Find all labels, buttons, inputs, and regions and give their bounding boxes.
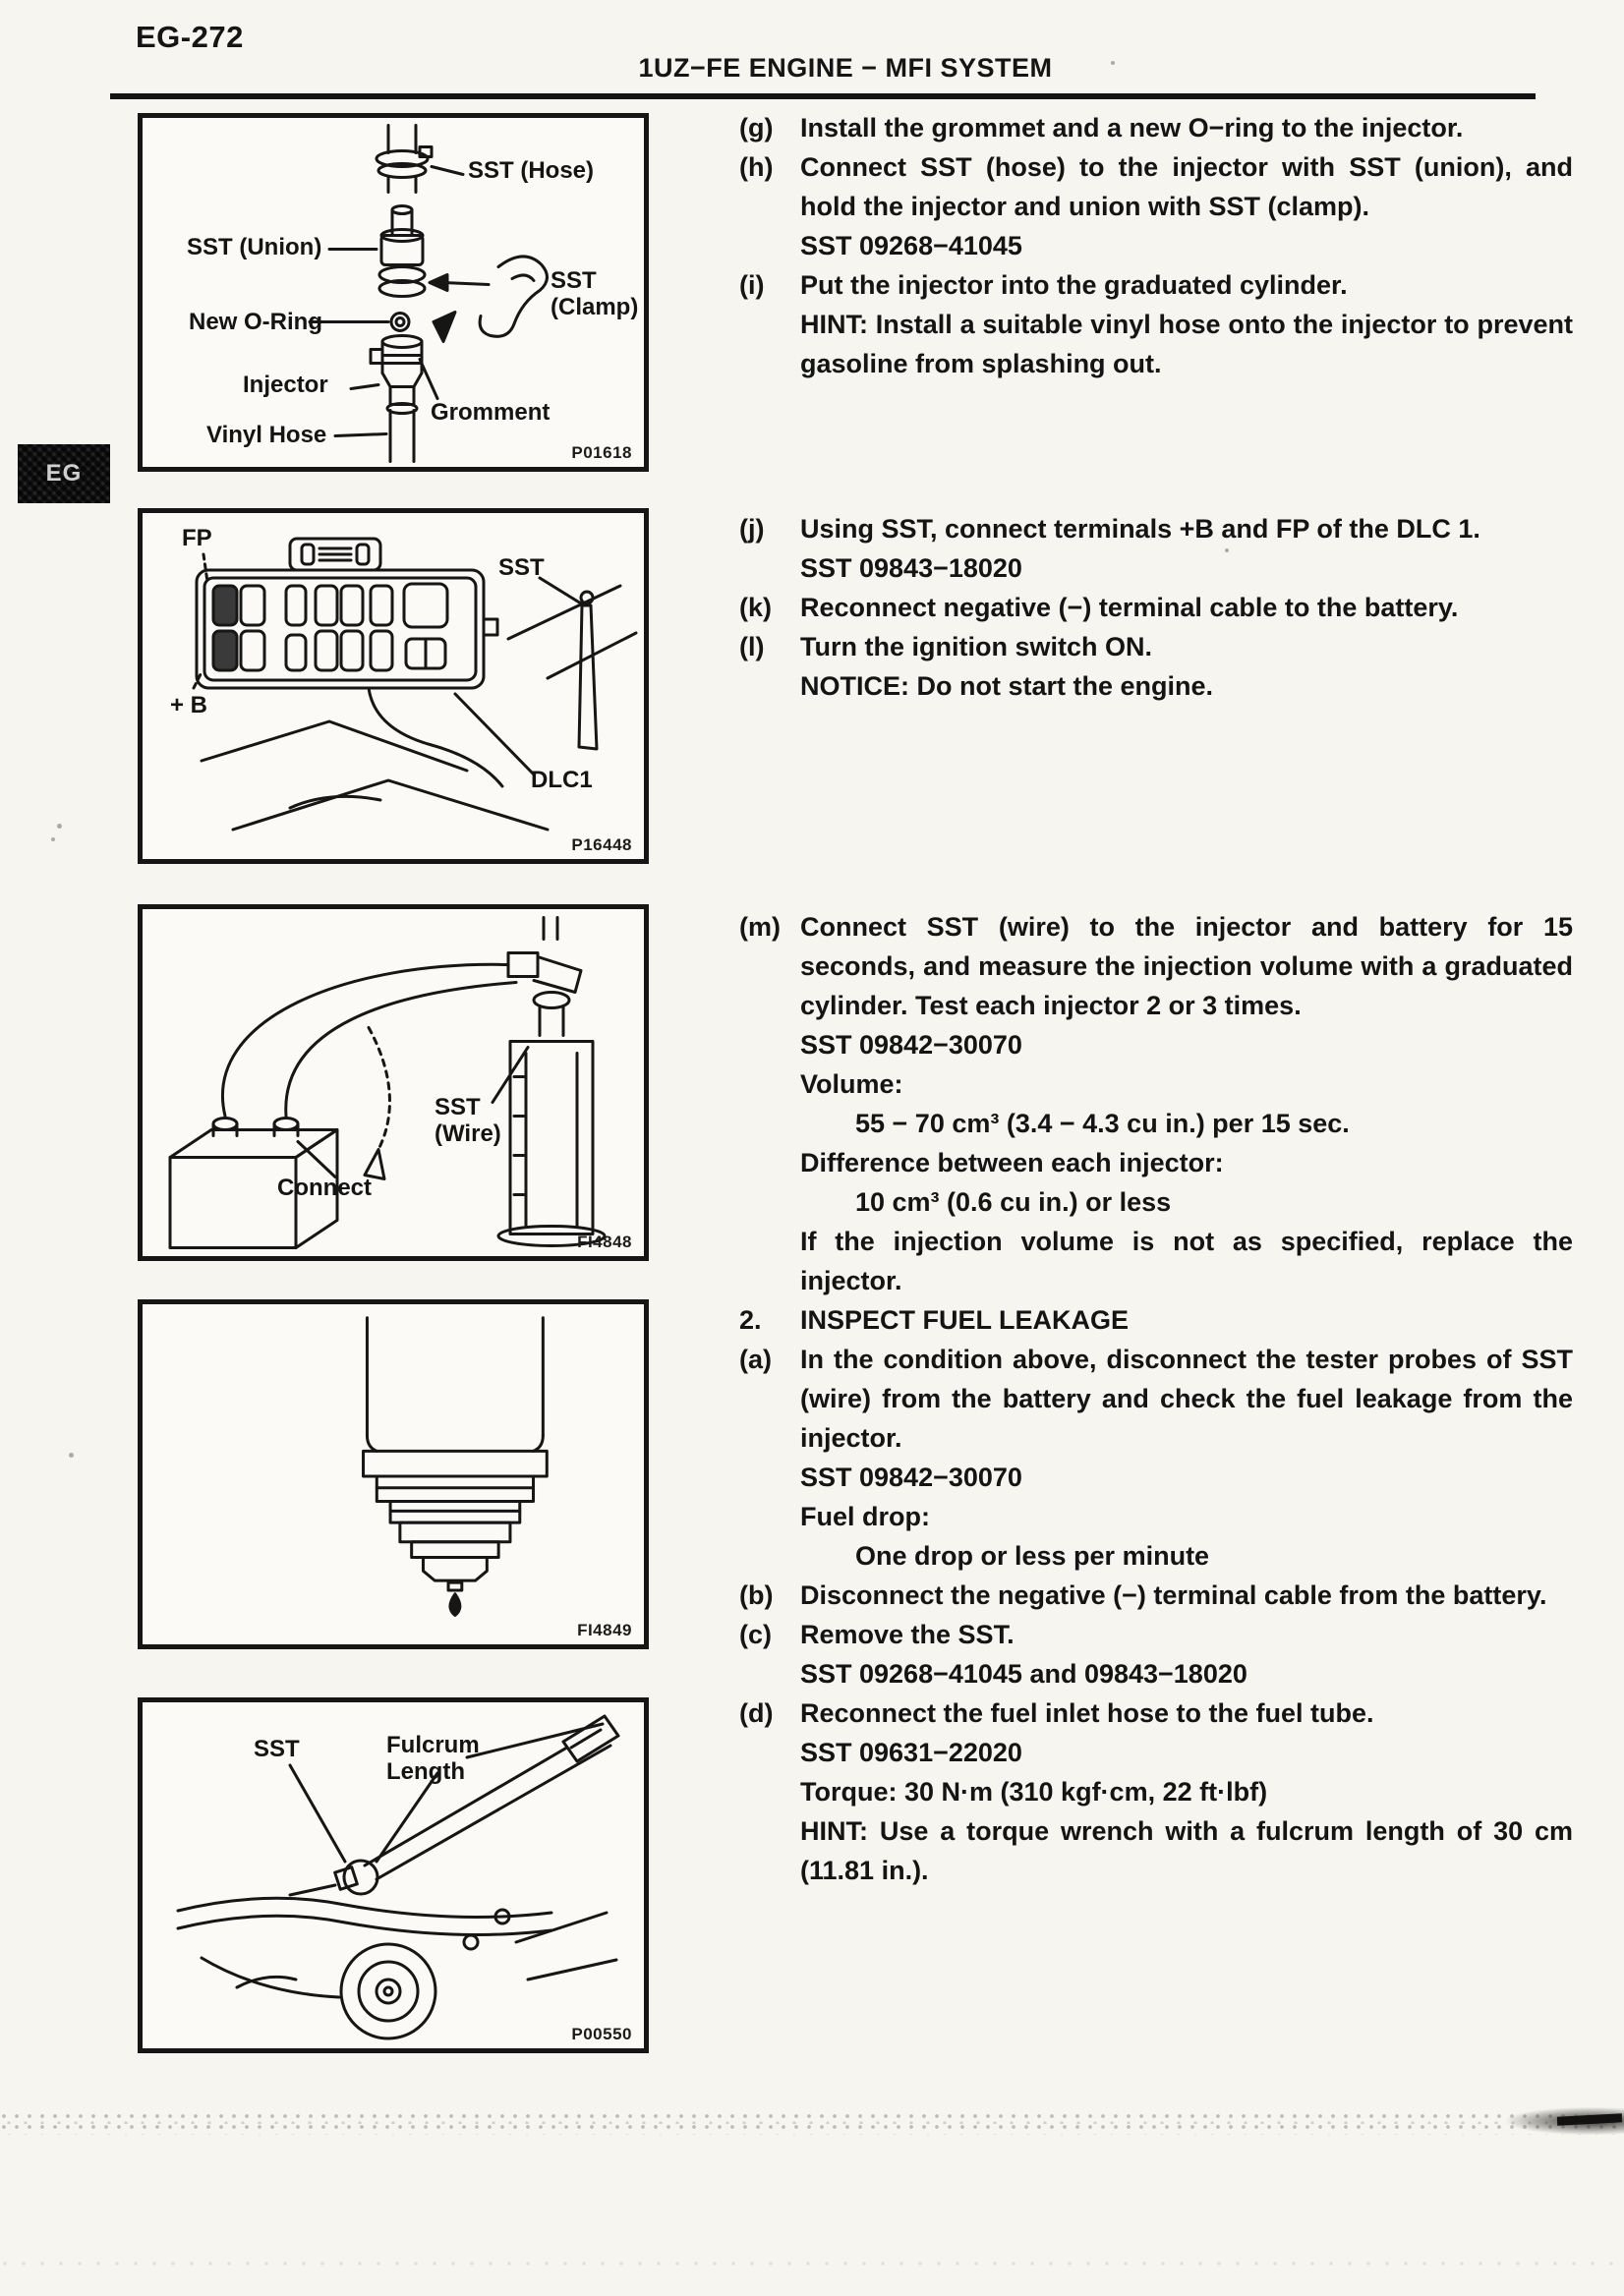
step-marker: (g) bbox=[739, 113, 774, 143]
figure-label-dlc1: DLC1 bbox=[531, 767, 593, 793]
figure-label-vinyl-hose: Vinyl Hose bbox=[206, 422, 327, 448]
step-row-c bbox=[739, 1615, 1573, 1693]
sst-number-line: SST 09631−22020 bbox=[800, 1738, 1022, 1767]
scan-speck bbox=[1225, 548, 1229, 552]
spec-label: Difference between each injector: bbox=[800, 1148, 1224, 1177]
step-marker: (i) bbox=[739, 270, 765, 300]
procedure-block-top bbox=[739, 108, 1573, 383]
figure-code: P01618 bbox=[571, 443, 632, 462]
figure-fuel-leak-check bbox=[138, 1299, 649, 1649]
sst-number-line: SST 09843−18020 bbox=[800, 553, 1022, 583]
hint-line: HINT: Use a torque wrench with a fulcrum length of 30 cm (11.81 in.). bbox=[800, 1816, 1573, 1885]
procedure-block-bottom bbox=[739, 907, 1573, 1890]
figure-code: FI4849 bbox=[577, 1621, 632, 1639]
section-tab-label: EG bbox=[45, 460, 83, 487]
step-text: Remove the SST. bbox=[800, 1620, 1015, 1649]
step-row-h bbox=[739, 147, 1573, 265]
figure-label-connect: Connect bbox=[277, 1175, 372, 1201]
dlc1-connector-drawing bbox=[143, 513, 644, 859]
torque-spec-line: Torque: 30 N·m (310 kgf·cm, 22 ft·lbf) bbox=[800, 1777, 1268, 1807]
step-marker: (h) bbox=[739, 152, 774, 182]
sst-number-line: SST 09842−30070 bbox=[800, 1463, 1022, 1492]
figure-label-sst: SST bbox=[498, 554, 545, 581]
section-tab bbox=[18, 444, 110, 503]
figure-label-sst-union: SST (Union) bbox=[187, 234, 322, 260]
sst-number-line: SST 09268−41045 and 09843−18020 bbox=[800, 1659, 1247, 1689]
section-heading-row bbox=[739, 1300, 1573, 1340]
step-row-a bbox=[739, 1340, 1573, 1576]
step-marker: (d) bbox=[739, 1698, 774, 1728]
step-text: Disconnect the negative (−) terminal cable from the battery. bbox=[800, 1580, 1547, 1610]
spec-label: Volume: bbox=[800, 1069, 903, 1099]
figure-label-sst-wire: SST (Wire) bbox=[435, 1094, 501, 1147]
figure-code: P00550 bbox=[571, 2025, 632, 2043]
step-text: Turn the ignition switch ON. bbox=[800, 632, 1152, 661]
spec-value: One drop or less per minute bbox=[855, 1541, 1210, 1571]
figure-label-fulcrum-length: Fulcrum Length bbox=[386, 1732, 480, 1785]
figure-injector-sst-setup bbox=[138, 113, 649, 472]
header-rule bbox=[110, 93, 1536, 99]
step-row-i bbox=[739, 265, 1573, 383]
step-text: In the condition above, disconnect the tester probes of SST (wire) from the battery and check the fuel leakage from the injector. bbox=[800, 1345, 1573, 1453]
figure-code: P16448 bbox=[571, 835, 632, 854]
section-number: 2. bbox=[739, 1305, 762, 1335]
battery-wire-drawing bbox=[143, 909, 644, 1256]
spec-label: Fuel drop: bbox=[800, 1502, 930, 1531]
step-text: Connect SST (wire) to the injector and battery for 15 seconds, and measure the injection volume with a graduated cylinder. Test each injector 2 or 3 times. bbox=[800, 912, 1573, 1020]
figure-code: FI4848 bbox=[577, 1233, 632, 1251]
step-marker: (b) bbox=[739, 1580, 774, 1610]
step-marker: (k) bbox=[739, 593, 772, 622]
sst-number-line: SST 09842−30070 bbox=[800, 1030, 1022, 1060]
scan-speck bbox=[1111, 61, 1115, 65]
scan-artifact-band bbox=[0, 2111, 1624, 2135]
figure-dlc1-terminals bbox=[138, 508, 649, 864]
figure-label-injector: Injector bbox=[243, 372, 328, 398]
step-marker: (m) bbox=[739, 912, 781, 942]
figure-label-sst-clamp: SST (Clamp) bbox=[551, 267, 639, 320]
step-text: Reconnect negative (−) terminal cable to the battery. bbox=[800, 593, 1459, 622]
notice-line: NOTICE: Do not start the engine. bbox=[800, 671, 1214, 701]
followup-text: If the injection volume is not as specified, replace the injector. bbox=[800, 1227, 1573, 1295]
step-row-d bbox=[739, 1693, 1573, 1890]
step-marker: (a) bbox=[739, 1345, 772, 1374]
step-row-m bbox=[739, 907, 1573, 1300]
scan-speck bbox=[57, 824, 62, 829]
scan-artifact-noise bbox=[0, 2259, 1624, 2270]
page-title: 1UZ−FE ENGINE − MFI SYSTEM bbox=[638, 53, 1053, 83]
step-text: Put the injector into the graduated cylinder. bbox=[800, 270, 1348, 300]
scan-speck bbox=[51, 837, 55, 841]
step-text: Reconnect the fuel inlet hose to the fuel tube. bbox=[800, 1698, 1374, 1728]
step-row-k bbox=[739, 588, 1573, 627]
step-text: Using SST, connect terminals +B and FP of the DLC 1. bbox=[800, 514, 1480, 544]
figure-label-sst: SST bbox=[254, 1736, 300, 1762]
figure-label-gromment: Gromment bbox=[431, 399, 551, 426]
scan-speck bbox=[69, 1453, 74, 1458]
hint-line: HINT: Install a suitable vinyl hose onto the injector to prevent gasoline from splashing out. bbox=[800, 310, 1573, 378]
page-code: EG-272 bbox=[136, 20, 244, 54]
step-row-b bbox=[739, 1576, 1573, 1615]
procedure-block-mid bbox=[739, 509, 1573, 706]
step-row-g bbox=[739, 108, 1573, 147]
injector-drop-drawing bbox=[143, 1304, 644, 1644]
step-marker: (c) bbox=[739, 1620, 772, 1649]
sst-number-line: SST 09268−41045 bbox=[800, 231, 1022, 260]
step-text: Install the grommet and a new O−ring to the injector. bbox=[800, 113, 1464, 143]
figure-label-new-oring: New O-Ring bbox=[189, 309, 322, 335]
section-title: INSPECT FUEL LEAKAGE bbox=[800, 1305, 1130, 1335]
figure-torque-wrench bbox=[138, 1697, 649, 2053]
figure-label-fp: FP bbox=[182, 525, 212, 551]
step-marker: (l) bbox=[739, 632, 765, 661]
step-marker: (j) bbox=[739, 514, 765, 544]
figure-sst-wire-battery bbox=[138, 904, 649, 1261]
spec-value: 55 − 70 cm³ (3.4 − 4.3 cu in.) per 15 sec. bbox=[855, 1109, 1350, 1138]
figure-label-sst-hose: SST (Hose) bbox=[468, 157, 595, 184]
figure-label-plus-b: + B bbox=[170, 692, 208, 718]
step-text: Connect SST (hose) to the injector with SST (union), and hold the injector and union with SST (clamp). bbox=[800, 152, 1573, 221]
spec-value: 10 cm³ (0.6 cu in.) or less bbox=[855, 1187, 1172, 1217]
step-row-l bbox=[739, 627, 1573, 706]
step-row-j bbox=[739, 509, 1573, 588]
